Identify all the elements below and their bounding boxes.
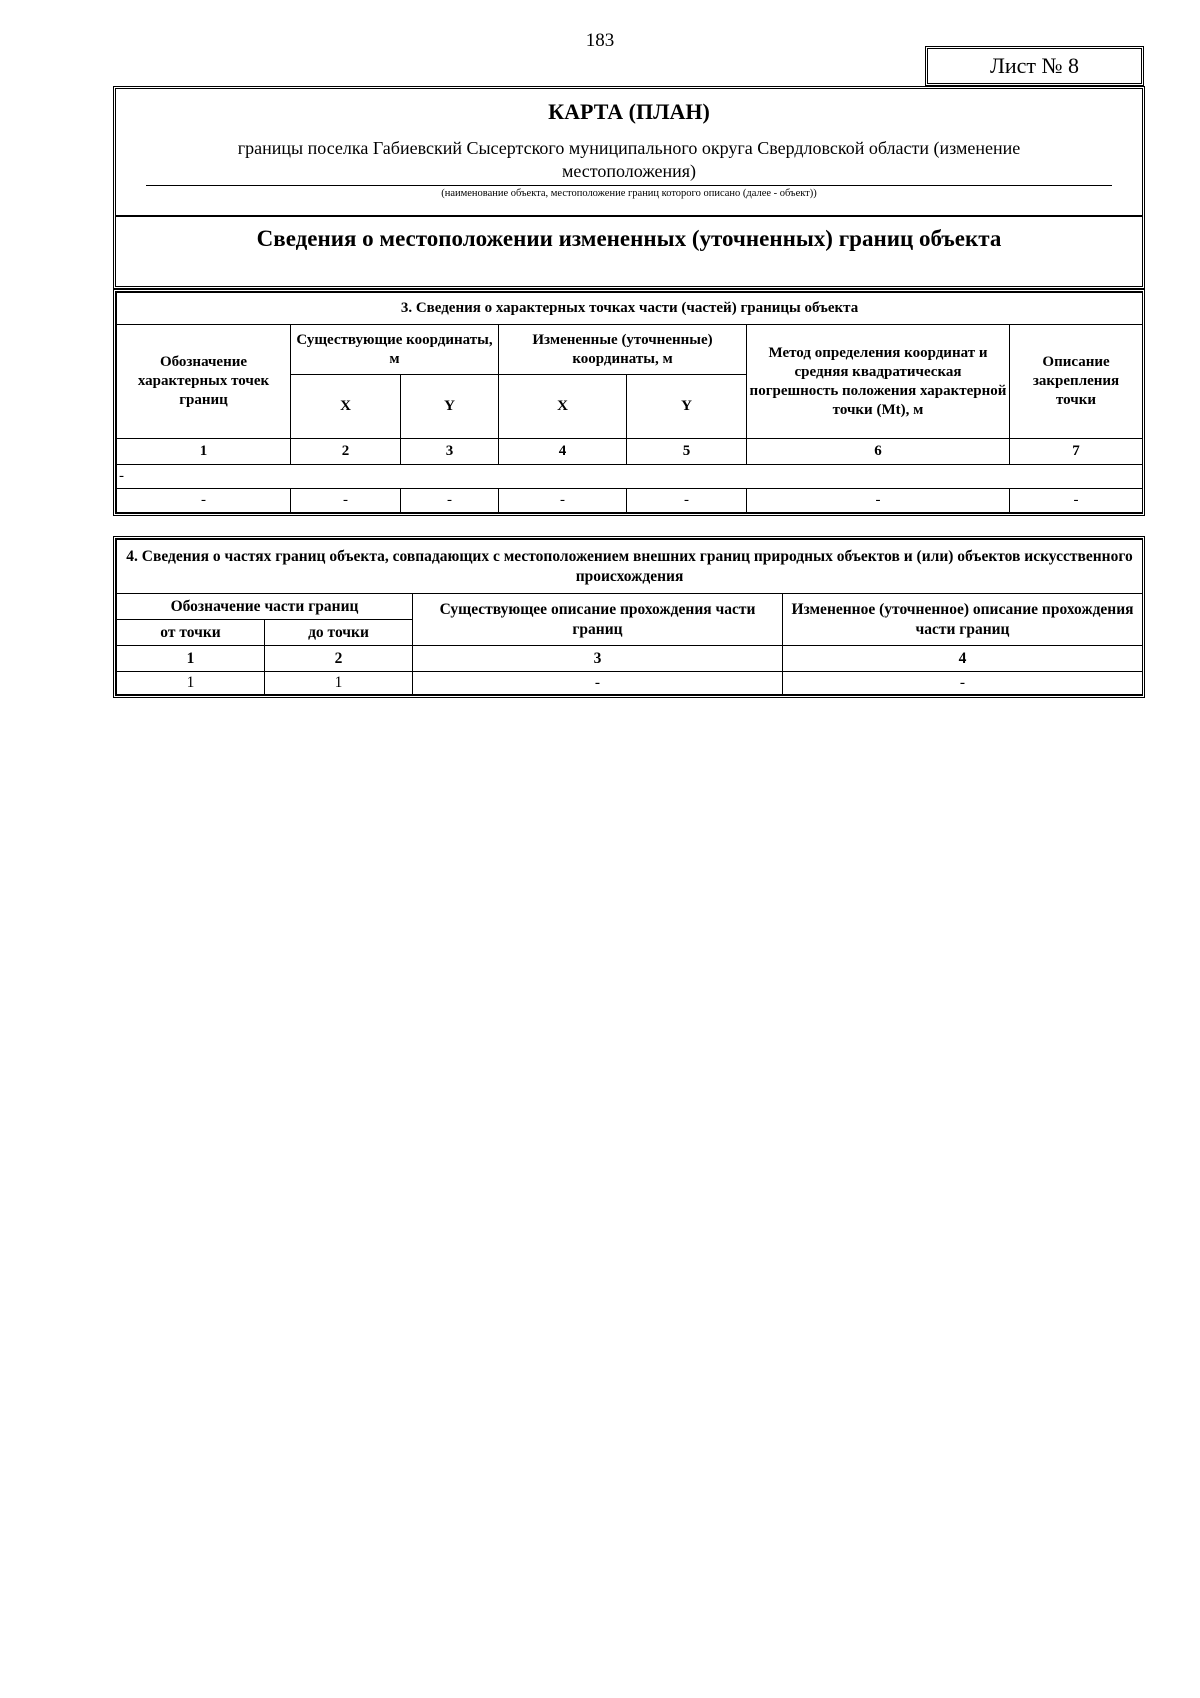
column-number: 4 [499, 439, 627, 465]
header-existing-y: Y [401, 375, 499, 439]
header-existing-x: X [291, 375, 401, 439]
table-cell: - [783, 672, 1143, 695]
object-name-caption: (наименование объекта, местоположение границ которого описано (далее - объект)) [441, 188, 817, 199]
table-row [117, 489, 1143, 513]
characteristic-points-table-frame [113, 289, 1145, 516]
boundary-parts-table-frame [113, 536, 1145, 698]
header-to-point: до точки [265, 620, 413, 646]
section-title: Сведения о местоположении измененных (уточненных) границ объекта [256, 226, 1002, 251]
header-changed-y: Y [627, 375, 747, 439]
table-cell: - [413, 672, 783, 695]
header-method: Метод определения координат и средняя квадратическая погрешность положения характерной точки (Mt), м [747, 325, 1010, 439]
page-number: 183 [585, 30, 615, 51]
table-cell: 1 [265, 672, 413, 695]
table-cell: - [627, 489, 747, 513]
table-row [117, 672, 1143, 695]
header-changed-x: X [499, 375, 627, 439]
table3-title: 3. Сведения о характерных точках части (частей) границы объекта [117, 293, 1143, 325]
table-cell: - [291, 489, 401, 513]
table-cell: - [117, 489, 291, 513]
characteristic-points-table [116, 292, 1143, 513]
header-changed-description: Измененное (уточненное) описание прохождения части границ [783, 594, 1143, 646]
header-description: Описание закрепления точки [1010, 325, 1143, 439]
column-number: 2 [265, 646, 413, 672]
table-cell: - [401, 489, 499, 513]
column-number: 6 [747, 439, 1010, 465]
section-row [117, 465, 1143, 489]
table4-title: 4. Сведения о частях границ объекта, совпадающих с местоположением внешних границ природных объектов и (или) объектов искусственного происхождения [117, 540, 1143, 594]
boundary-parts-table [116, 539, 1143, 695]
object-name: границы поселка Габиевский Сысертского муниципального округа Свердловской области (изменение местоположения) [237, 138, 1021, 181]
header-boundary-part-designation: Обозначение части границ [117, 594, 413, 620]
table-cell: - [499, 489, 627, 513]
column-number: 7 [1010, 439, 1143, 465]
table-cell: - [747, 489, 1010, 513]
header-from-point: от точки [117, 620, 265, 646]
column-number: 1 [117, 439, 291, 465]
column-number: 3 [401, 439, 499, 465]
column-number: 2 [291, 439, 401, 465]
column-number: 1 [117, 646, 265, 672]
map-plan-header [113, 86, 1145, 289]
document-title: КАРТА (ПЛАН) [548, 99, 710, 124]
section-row-label: - [117, 465, 1143, 489]
column-numbers-row [117, 646, 1143, 672]
column-number: 3 [413, 646, 783, 672]
header-existing-coordinates: Существующие координаты, м [291, 325, 499, 375]
table-cell: - [1010, 489, 1143, 513]
column-number: 5 [627, 439, 747, 465]
underline-divider [146, 185, 1112, 186]
column-number: 4 [783, 646, 1143, 672]
column-numbers-row [117, 439, 1143, 465]
header-designation: Обозначение характерных точек границ [117, 325, 291, 439]
sheet-label: Лист № 8 [925, 46, 1144, 86]
section-divider [116, 215, 1142, 217]
header-changed-coordinates: Измененные (уточненные) координаты, м [499, 325, 747, 375]
header-existing-description: Существующее описание прохождения части границ [413, 594, 783, 646]
table-cell: 1 [117, 672, 265, 695]
